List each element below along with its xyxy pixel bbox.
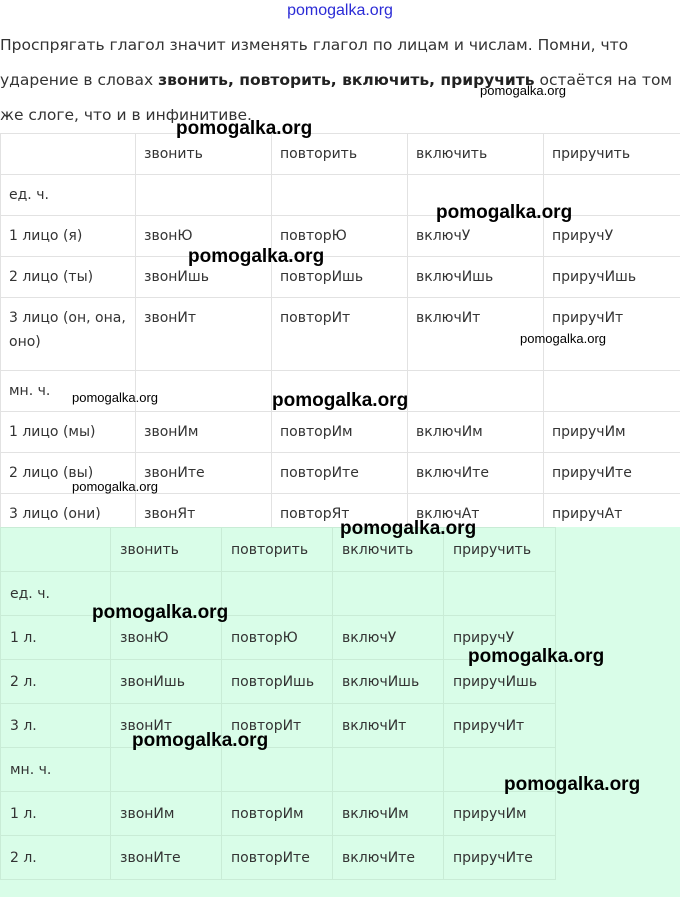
intro-verbs: звонить, повторить, включить, приручить [158, 71, 535, 89]
table-cell: повторИм [272, 412, 408, 453]
intro-text-start: Проспрягать глагол значит изменять глагол по лицам и числам. Помни, что ударение в словах [0, 36, 629, 89]
table-cell: приручИшь [444, 660, 556, 704]
table-cell [222, 572, 333, 616]
row-label: 2 лицо (ты) [1, 257, 136, 298]
table-cell: приручИм [544, 412, 680, 453]
table-cell: звонИм [111, 792, 222, 836]
table-cell: повторЮ [272, 216, 408, 257]
watermark: pomogalka.org [520, 331, 606, 346]
row-label: 1 л. [1, 616, 111, 660]
table-cell: приручУ [444, 616, 556, 660]
table-cell: приручИт [544, 298, 680, 371]
table-cell: звонИшь [111, 660, 222, 704]
watermark: pomogalka.org [188, 246, 325, 267]
site-header-link[interactable]: pomogalka.org [287, 2, 393, 19]
table-row [1, 257, 680, 298]
table-cell [408, 371, 544, 412]
table-cell: включИте [333, 836, 444, 880]
conjugation-table-short [0, 527, 556, 880]
row-label: 3 л. [1, 704, 111, 748]
table-cell: включУ [408, 216, 544, 257]
table-cell: повторИшь [272, 257, 408, 298]
column-header: звонить [111, 528, 222, 572]
watermark: pomogalka.org [72, 479, 158, 494]
table-header-row [1, 134, 680, 175]
table-cell: звонИте [136, 453, 272, 494]
row-label: мн. ч. [1, 748, 111, 792]
row-label: ед. ч. [1, 572, 111, 616]
table-cell: звонЮ [136, 216, 272, 257]
table-cell: повторИте [222, 836, 333, 880]
table-cell: включУ [333, 616, 444, 660]
row-label: 3 лицо (он, она, оно) [1, 298, 136, 371]
table-row [1, 175, 680, 216]
watermark: pomogalka.org [272, 390, 409, 411]
table-cell: включИм [408, 412, 544, 453]
table-cell: повторЯт [272, 494, 408, 535]
watermark: pomogalka.org [132, 730, 269, 751]
column-header [1, 528, 111, 572]
watermark: pomogalka.org [340, 518, 477, 539]
table-cell: звонИт [136, 298, 272, 371]
watermark: pomogalka.org [480, 83, 566, 98]
table-cell: повторИте [272, 453, 408, 494]
table-cell: включИшь [333, 660, 444, 704]
row-label: 1 лицо (я) [1, 216, 136, 257]
table-cell: звонЮ [111, 616, 222, 660]
table-cell: звонИм [136, 412, 272, 453]
column-header: повторить [222, 528, 333, 572]
row-label: 2 лицо (вы) [1, 453, 136, 494]
table-cell [444, 572, 556, 616]
watermark: pomogalka.org [436, 202, 573, 223]
row-label: 2 л. [1, 660, 111, 704]
row-label: 1 л. [1, 792, 111, 836]
column-header: звонить [136, 134, 272, 175]
table-row [1, 216, 680, 257]
table-cell: включИт [333, 704, 444, 748]
table-row [1, 748, 556, 792]
table-cell: включИт [408, 298, 544, 371]
table-cell: включИте [408, 453, 544, 494]
table-cell [222, 748, 333, 792]
table-row [1, 572, 556, 616]
column-header: повторить [272, 134, 408, 175]
row-label: 1 лицо (мы) [1, 412, 136, 453]
table-cell: звонИт [111, 704, 222, 748]
watermark: pomogalka.org [72, 390, 158, 405]
column-header [1, 134, 136, 175]
row-label: 2 л. [1, 836, 111, 880]
table-cell: повторИшь [222, 660, 333, 704]
table-row [1, 704, 556, 748]
table-cell: приручИте [444, 836, 556, 880]
row-label: 3 лицо (они) [1, 494, 136, 535]
table-cell [111, 748, 222, 792]
table-cell [333, 748, 444, 792]
table-row [1, 792, 556, 836]
row-label: ед. ч. [1, 175, 136, 216]
table-cell: приручИм [444, 792, 556, 836]
table-cell: звонЯт [136, 494, 272, 535]
column-header: включить [333, 528, 444, 572]
table-cell: включАт [408, 494, 544, 535]
column-header: приручить [544, 134, 680, 175]
intro-text-end: остаётся на том же слоге, что и в инфинитиве. [0, 71, 673, 124]
table-cell [136, 175, 272, 216]
table-cell: приручИшь [544, 257, 680, 298]
table-row [1, 836, 556, 880]
watermark: pomogalka.org [176, 118, 313, 139]
row-label: мн. ч. [1, 371, 136, 412]
table-cell: повторИт [272, 298, 408, 371]
table-cell: приручИт [444, 704, 556, 748]
intro-paragraph [0, 28, 675, 133]
table-row [1, 412, 680, 453]
column-header: включить [408, 134, 544, 175]
table-cell: приручАт [544, 494, 680, 535]
table-cell: включИшь [408, 257, 544, 298]
table-cell: звонИшь [136, 257, 272, 298]
watermark: pomogalka.org [504, 774, 641, 795]
table-cell: приручИте [544, 453, 680, 494]
table-cell: включИм [333, 792, 444, 836]
column-header: приручить [444, 528, 556, 572]
table-cell: повторИм [222, 792, 333, 836]
table-cell: повторИт [222, 704, 333, 748]
table-cell: звонИте [111, 836, 222, 880]
watermark: pomogalka.org [468, 646, 605, 667]
table-cell: повторЮ [222, 616, 333, 660]
table-cell [544, 371, 680, 412]
watermark: pomogalka.org [92, 602, 229, 623]
table-cell: приручУ [544, 216, 680, 257]
table-cell [272, 175, 408, 216]
table-cell [333, 572, 444, 616]
